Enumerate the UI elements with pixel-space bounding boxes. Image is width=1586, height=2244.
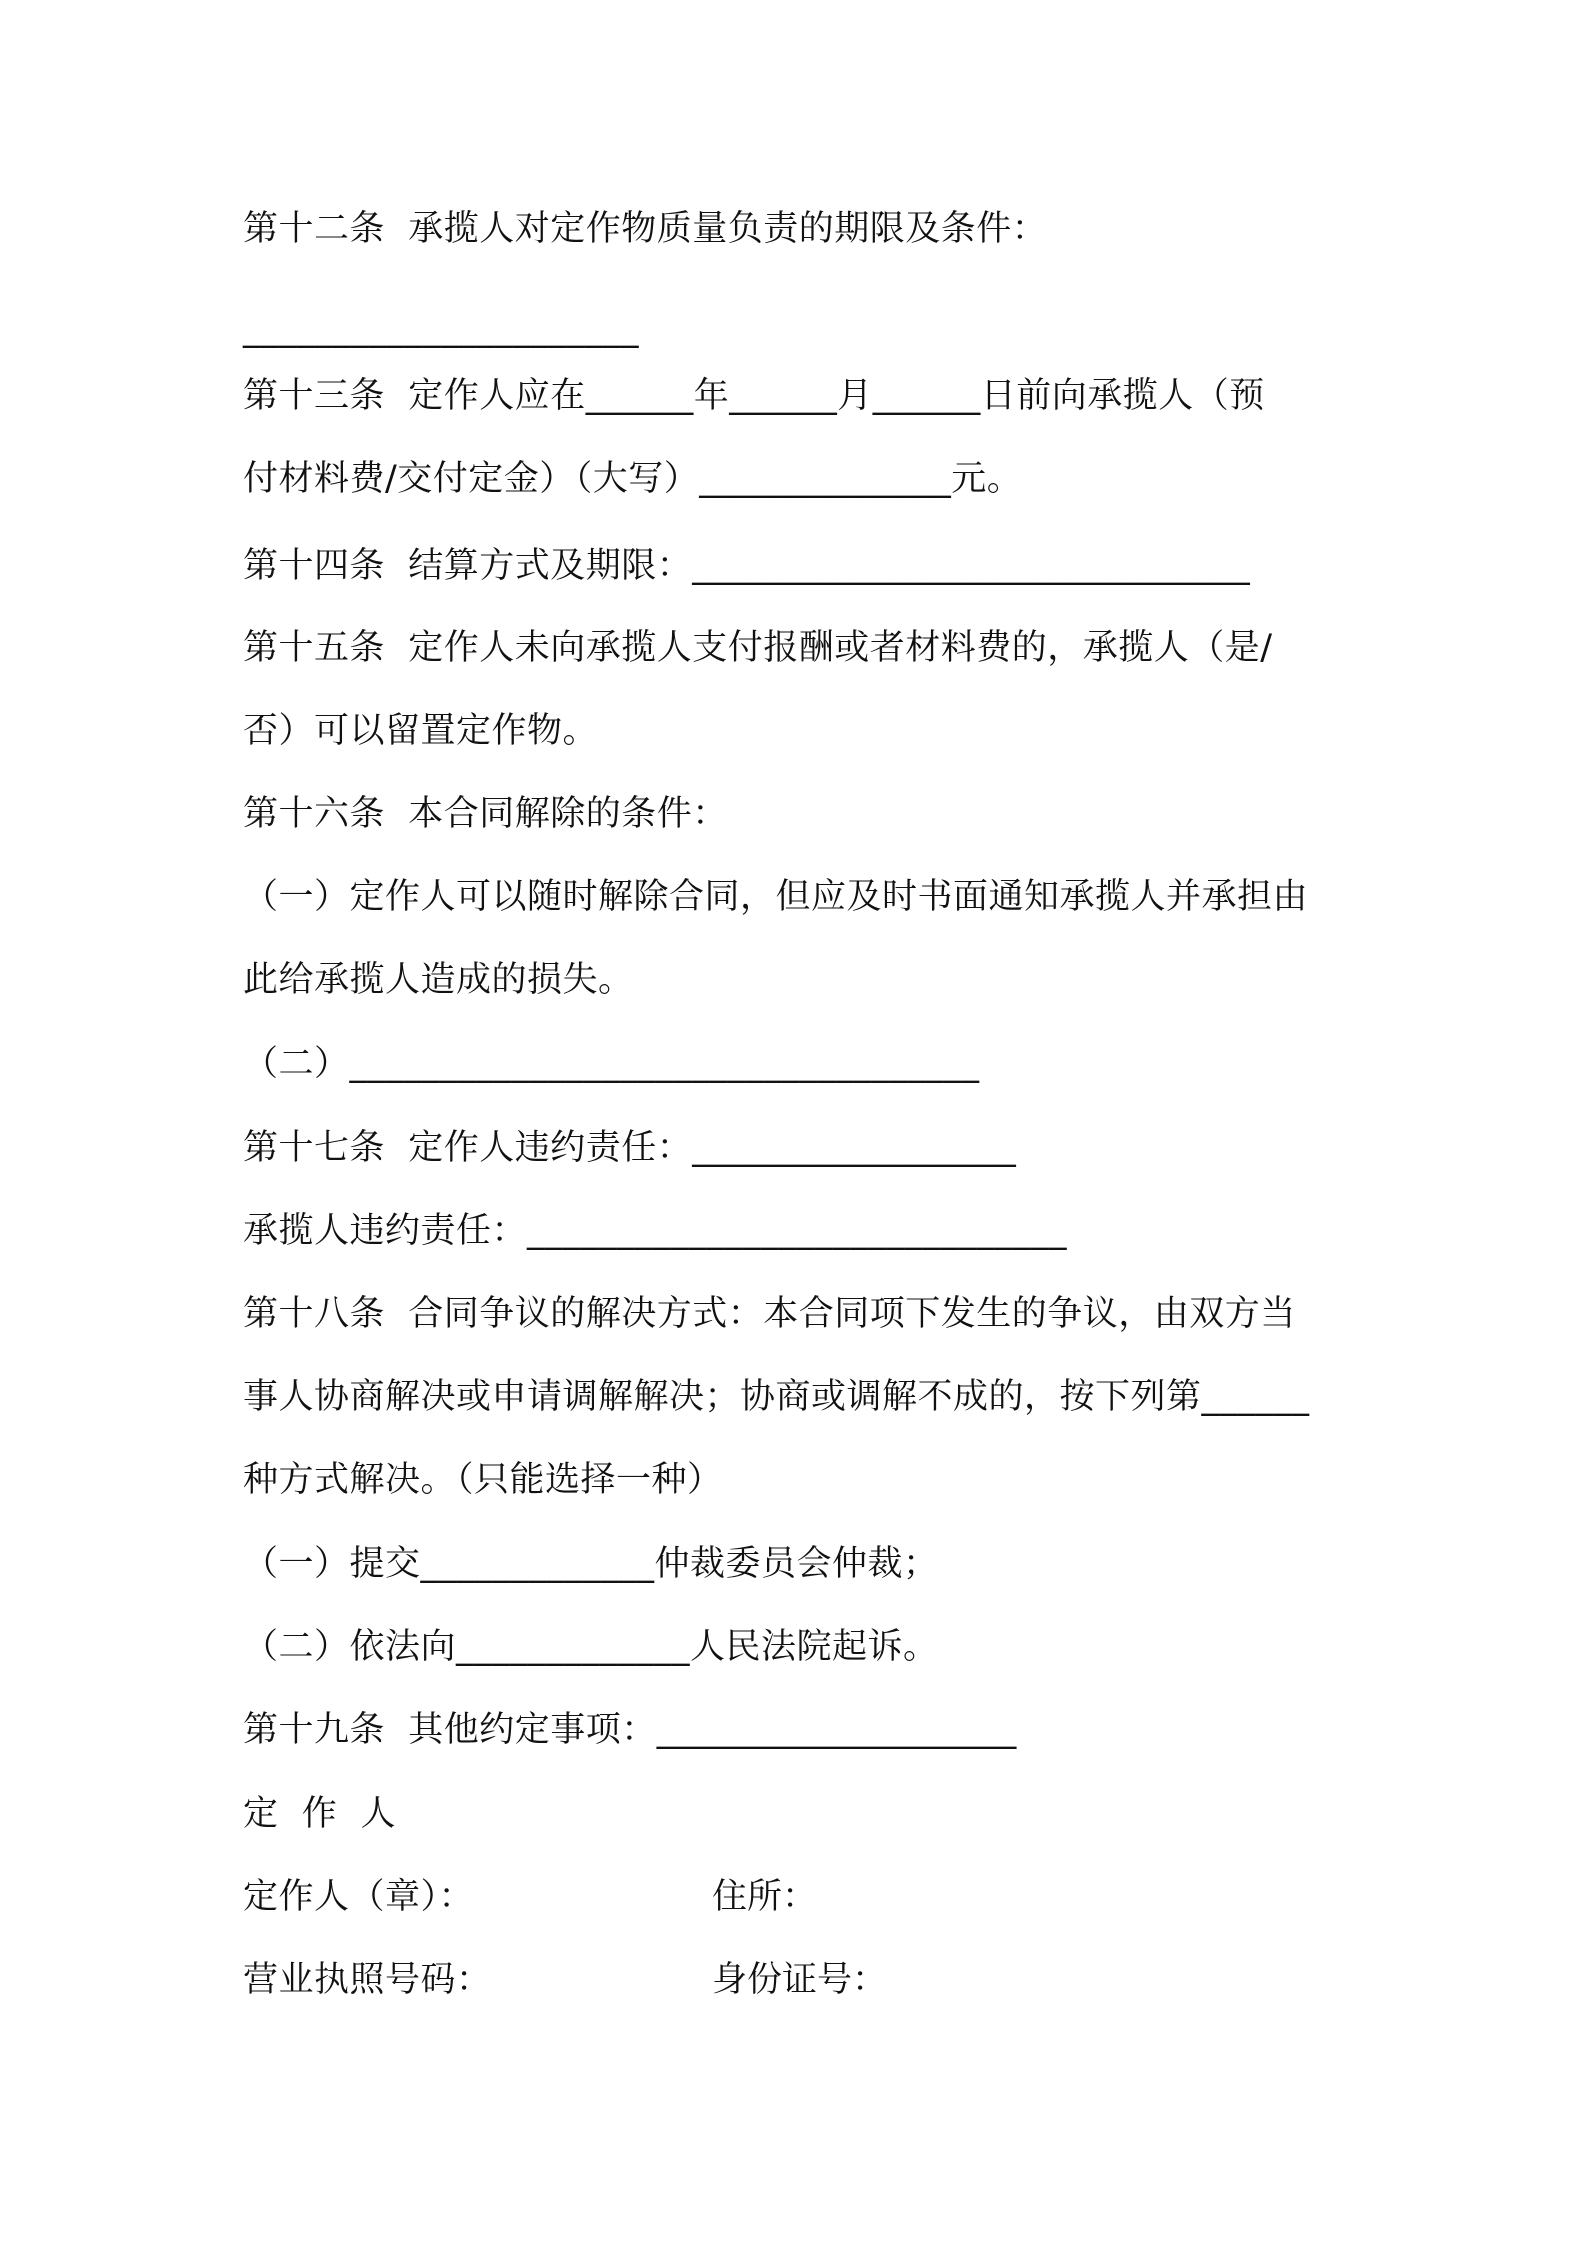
article-13-line2: 付材料费/交付定金）（大写）______________元。 [243, 459, 1023, 499]
article-19: 第十九条 其他约定事项：____________________ [243, 1710, 1017, 1750]
article-16: 第十六条 本合同解除的条件： [243, 794, 728, 834]
article-16-item1-line1: （一）定作人可以随时解除合同，但应及时书面通知承揽人并承担由 [243, 877, 1309, 917]
party-heading: 定 作 人 [243, 1794, 397, 1834]
article-15-line1: 第十五条 定作人未向承揽人支付报酬或者材料费的，承揽人（是/ [243, 628, 1273, 668]
id-label: 身份证号： [712, 1960, 888, 2000]
article-12-blank: ______________________ [243, 309, 639, 349]
article-16-item1-line2: 此给承揽人造成的损失。 [243, 960, 634, 1000]
address-label: 住所： [712, 1877, 818, 1917]
article-18-line3: 种方式解决。（只能选择一种） [243, 1460, 723, 1500]
article-14: 第十四条 结算方式及期限：_______________________________ [243, 546, 1251, 586]
article-12: 第十二条 承揽人对定作物质量负责的期限及条件： [243, 209, 1048, 249]
article-13-line1: 第十三条 定作人应在______年______月______日前向承揽人（预 [243, 376, 1265, 416]
contractor-liability: 承揽人违约责任：______________________________ [243, 1211, 1068, 1251]
article-17: 第十七条 定作人违约责任：__________________ [243, 1128, 1017, 1168]
article-16-item2: （二）___________________________________ [243, 1044, 980, 1084]
article-18-option2: （二）依法向_____________人民法院起诉。 [243, 1627, 939, 1667]
article-15-line2: 否）可以留置定作物。 [243, 711, 599, 751]
license-label: 营业执照号码： [243, 1960, 492, 2000]
seal-label: 定作人（章）： [243, 1877, 475, 1917]
article-18-option1: （一）提交_____________仲裁委员会仲裁； [243, 1544, 939, 1584]
article-18-line2: 事人协商解决或申请调解解决；协商或调解不成的，按下列第______ [243, 1377, 1310, 1417]
article-18-line1: 第十八条 合同争议的解决方式：本合同项下发生的争议，由双方当 [243, 1294, 1296, 1334]
